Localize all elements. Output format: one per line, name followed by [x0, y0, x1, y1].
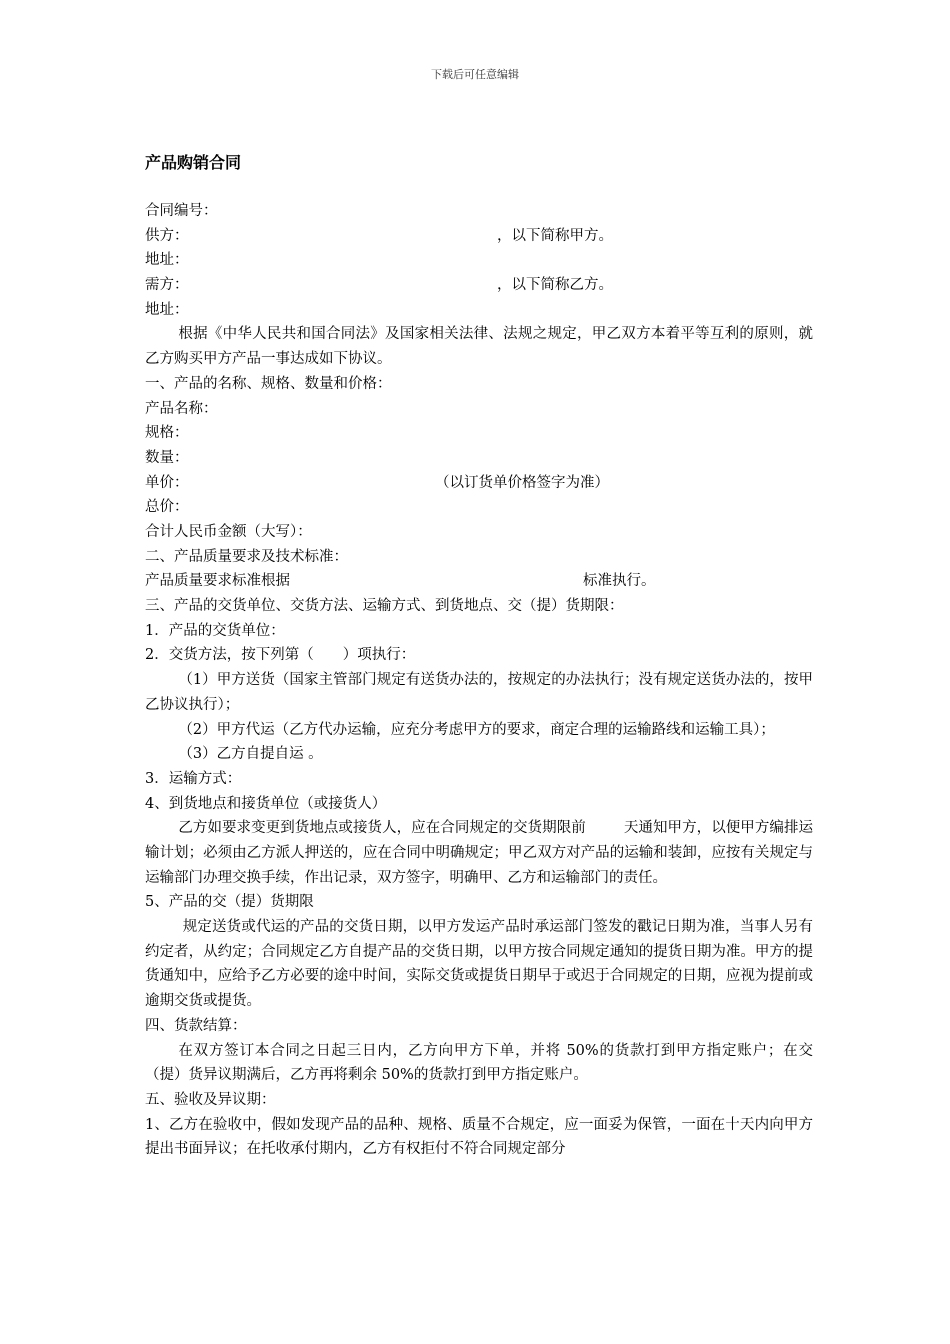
supplier-address-line: 地址：	[145, 252, 189, 269]
contract-body	[145, 199, 813, 1162]
section-5-heading: 五、验收及异议期：	[145, 1091, 276, 1108]
delivery-option-2: （2）甲方代运（乙方代办运输，应充分考虑甲方的要求，商定合理的运输路线和运输工具）；	[178, 721, 775, 738]
buyer-suffix: ，以下简称乙方。	[497, 277, 613, 294]
delivery-period-paragraph: 规定送货或代运的产品的交货日期，以甲方发运产品时承运部门签发的戳记日期为准，当事人另有约定者，从约定；合同规定乙方自提产品的交货日期，以甲方按合同规定通知的提货日期为准。甲方的提货通知中，应给予乙方必要的途中时间，实际交货或提货日期早于或迟于合同规定的日期，应视为提前或逾期交货或提货。	[145, 919, 813, 1010]
supplier-label: 供方：	[145, 227, 189, 244]
delivery-method-line: 2．交货方法，按下列第（ ）项执行：	[145, 647, 416, 664]
unit-price-line	[145, 471, 813, 496]
buyer-label: 需方：	[145, 277, 189, 294]
payment-paragraph: 在双方签订本合同之日起三日内，乙方向甲方下单，并将 50%的货款打到甲方指定账户；在交（提）货异议期满后，乙方再将剩余 50%的货款打到甲方指定账户。	[145, 1042, 813, 1084]
contract-number-line: 合同编号：	[145, 203, 218, 219]
delivery-option-3: （3）乙方自提自运 。	[178, 746, 323, 763]
supplier-suffix: ，以下简称甲方。	[497, 227, 613, 244]
quality-prefix: 产品质量要求标准根据	[145, 573, 290, 590]
transport-method-line: 3．运输方式：	[145, 770, 242, 787]
arrival-place-paragraph	[145, 816, 813, 890]
supplier-line	[145, 224, 813, 249]
total-rmb-line: 合计人民币金额（大写）：	[145, 523, 312, 540]
quantity-line: 数量：	[145, 449, 189, 466]
product-name-line: 产品名称：	[145, 400, 218, 417]
quality-suffix: 标准执行。	[583, 573, 656, 590]
arrival-place-text-b: 天通知甲方，以便甲方编排运输计划；必须由乙方派人押送的，应在合同中明确规定；甲乙双方对产品的运输和装卸，应按有关规定与运输部门办理交换手续，作出记录，双方签字，明确甲、乙方和运输部门的责任。	[145, 820, 814, 886]
buyer-address-line: 地址：	[145, 301, 189, 318]
page-header: 下载后可任意编辑	[431, 68, 519, 81]
section-1-heading: 一、产品的名称、规格、数量和价格：	[145, 375, 392, 392]
delivery-option-1: （1）甲方送货（国家主管部门规定有送货办法的，按规定的办法执行；没有规定送货办法的，按甲乙协议执行）；	[145, 672, 813, 713]
spec-line: 规格：	[145, 425, 189, 442]
section-3-heading: 三、产品的交货单位、交货方法、运输方式、到货地点、交（提）货期限：	[145, 598, 624, 615]
inspection-paragraph: 1、乙方在验收中，假如发现产品的品种、规格、质量不合规定，应一面妥为保管，一面在十天内向甲方提出书面异议；在托收承付期内，乙方有权拒付不符合同规定部分	[145, 1116, 813, 1158]
section-2-heading: 二、产品质量要求及技术标准：	[145, 548, 348, 565]
delivery-unit-line: 1．产品的交货单位：	[145, 622, 285, 639]
section-4-heading: 四、货款结算：	[145, 1017, 247, 1034]
intro-paragraph: 根据《中华人民共和国合同法》及国家相关法律、法规之规定，甲乙双方本着平等互利的原则，就乙方购买甲方产品一事达成如下协议。	[145, 326, 813, 368]
delivery-period-heading: 5、产品的交（提）货期限	[145, 894, 314, 911]
total-line: 总价：	[145, 499, 189, 516]
page-title: 产品购销合同	[145, 153, 242, 172]
unit-price-note: （以订货单价格签字为准）	[435, 474, 609, 491]
quality-standard-line	[145, 569, 813, 594]
buyer-line	[145, 273, 813, 298]
arrival-place-heading: 4、到货地点和接货单位（或接货人）	[145, 795, 387, 812]
unit-price-label: 单价：	[145, 474, 189, 491]
arrival-place-text-a: 乙方如要求变更到货地点或接货人，应在合同规定的交货期限前	[178, 820, 586, 837]
